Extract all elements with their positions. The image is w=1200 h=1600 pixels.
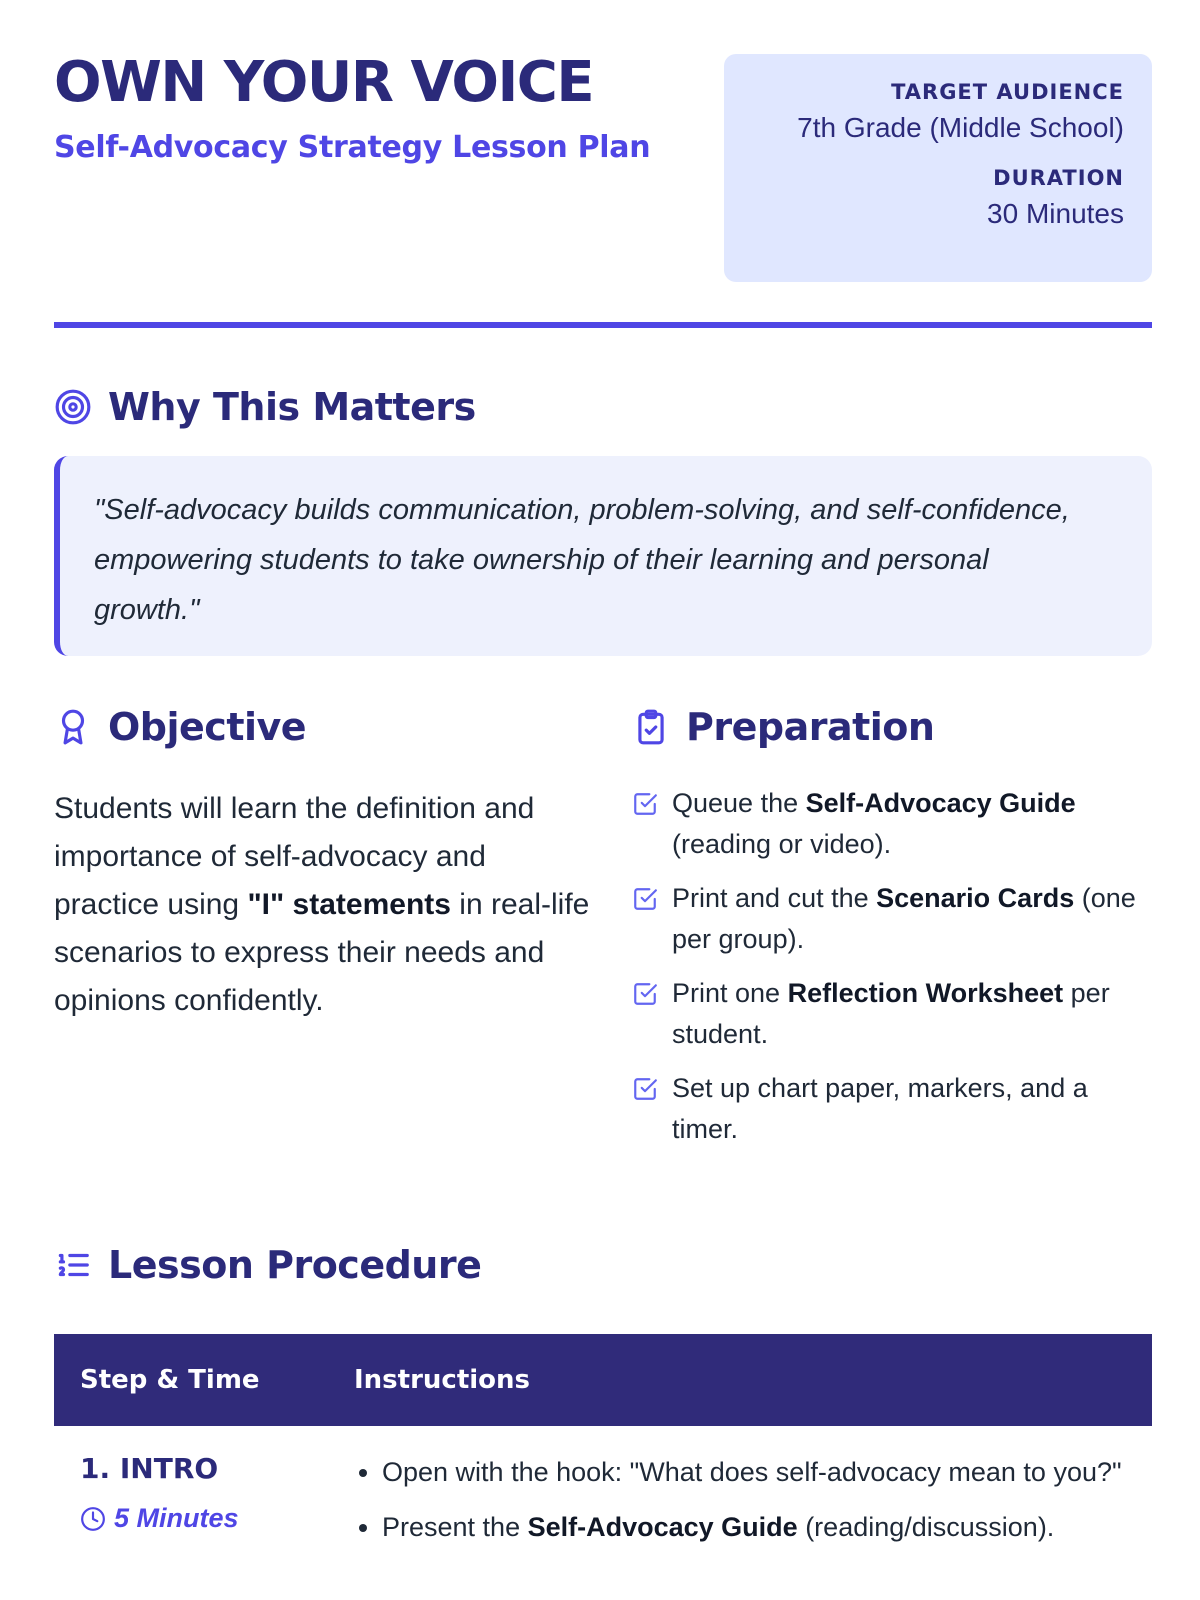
list-item-part: (reading/discussion). bbox=[797, 1511, 1055, 1542]
list-item-text bbox=[672, 1068, 1152, 1149]
step-time-text: 5 Minutes bbox=[114, 1503, 239, 1533]
check-square-icon bbox=[632, 886, 658, 912]
objective-section bbox=[54, 705, 594, 1025]
list-item-part: Set up chart paper, markers, and a timer. bbox=[672, 1073, 1088, 1144]
procedure-table bbox=[54, 1334, 1152, 1561]
list-item-part: Print and cut the bbox=[672, 883, 877, 913]
procedure-heading-text: Lesson Procedure bbox=[108, 1243, 482, 1287]
check-square-icon bbox=[632, 791, 658, 817]
target-audience-value: 7th Grade (Middle School) bbox=[797, 112, 1124, 143]
lesson-meta-box bbox=[724, 54, 1152, 282]
step-time bbox=[80, 1503, 302, 1534]
lesson-plan-page bbox=[54, 0, 1152, 1542]
why-quote: "Self-advocacy builds communication, problem-solving, and self-confidence, empowering students to take ownership of their learning and personal growth." bbox=[54, 456, 1152, 656]
list-item bbox=[382, 1507, 1126, 1548]
list-item-part: Present the bbox=[382, 1511, 528, 1542]
why-heading-text: Why This Matters bbox=[108, 385, 476, 429]
list-item bbox=[632, 973, 1152, 1054]
objective-text bbox=[54, 785, 594, 1025]
step-name: 1. INTRO bbox=[80, 1452, 219, 1485]
list-item-text bbox=[672, 783, 1152, 864]
preparation-heading bbox=[632, 705, 1152, 749]
objective-heading bbox=[54, 705, 594, 749]
check-square-icon bbox=[632, 1076, 658, 1102]
page-subtitle: Self-Advocacy Strategy Lesson Plan bbox=[54, 130, 651, 165]
check-square-icon bbox=[632, 981, 658, 1007]
list-item-part: Queue the bbox=[672, 788, 806, 818]
step-cell bbox=[54, 1426, 328, 1561]
table-header-row bbox=[54, 1334, 1152, 1426]
list-item-text bbox=[672, 973, 1152, 1054]
clipboard-check-icon bbox=[632, 708, 670, 746]
list-item-bold: Self-Advocacy Guide bbox=[805, 788, 1076, 818]
numbered-list-icon bbox=[54, 1246, 92, 1284]
ribbon-icon bbox=[54, 708, 92, 746]
preparation-list bbox=[632, 783, 1152, 1149]
list-item-part: (one per group). bbox=[672, 883, 1136, 954]
objective-text-part: in real-life scenarios to express their needs and opinions confidently. bbox=[54, 888, 590, 1017]
header bbox=[54, 0, 1152, 330]
list-item bbox=[632, 783, 1152, 864]
objective-heading-text: Objective bbox=[108, 705, 307, 749]
list-item-part: Open with the hook: "What does self-advocacy mean to you?" bbox=[382, 1457, 1122, 1487]
target-audience-label: TARGET AUDIENCE bbox=[891, 80, 1124, 104]
table-row bbox=[54, 1426, 1152, 1561]
instructions-list bbox=[354, 1452, 1126, 1547]
duration-label: DURATION bbox=[993, 166, 1124, 190]
list-item-part: Print one bbox=[672, 978, 788, 1008]
duration-value: 30 Minutes bbox=[987, 198, 1124, 229]
procedure-heading bbox=[54, 1243, 481, 1287]
header-divider bbox=[54, 322, 1152, 328]
target-icon bbox=[54, 388, 92, 426]
why-heading bbox=[54, 385, 476, 429]
list-item-bold: Self-Advocacy Guide bbox=[527, 1511, 798, 1542]
objective-text-part: Students will learn the definition and importance of self-advocacy and practice using bbox=[54, 792, 535, 921]
preparation-section bbox=[632, 705, 1152, 1163]
objective-text-bold: "I" statements bbox=[247, 888, 451, 921]
clock-icon bbox=[80, 1506, 106, 1532]
list-item-part: (reading or video). bbox=[672, 828, 892, 859]
list-item bbox=[632, 878, 1152, 959]
column-header-instructions: Instructions bbox=[328, 1334, 1152, 1426]
list-item-bold: Reflection Worksheet bbox=[787, 978, 1064, 1008]
list-item bbox=[632, 1068, 1152, 1149]
page-title: OWN YOUR VOICE bbox=[54, 50, 594, 115]
list-item-text bbox=[672, 878, 1152, 959]
column-header-step: Step & Time bbox=[54, 1334, 328, 1426]
list-item-bold: Scenario Cards bbox=[876, 883, 1075, 913]
instructions-cell bbox=[328, 1426, 1152, 1561]
preparation-heading-text: Preparation bbox=[686, 705, 935, 749]
list-item bbox=[382, 1452, 1126, 1493]
list-item-part: per student. bbox=[672, 978, 1110, 1049]
